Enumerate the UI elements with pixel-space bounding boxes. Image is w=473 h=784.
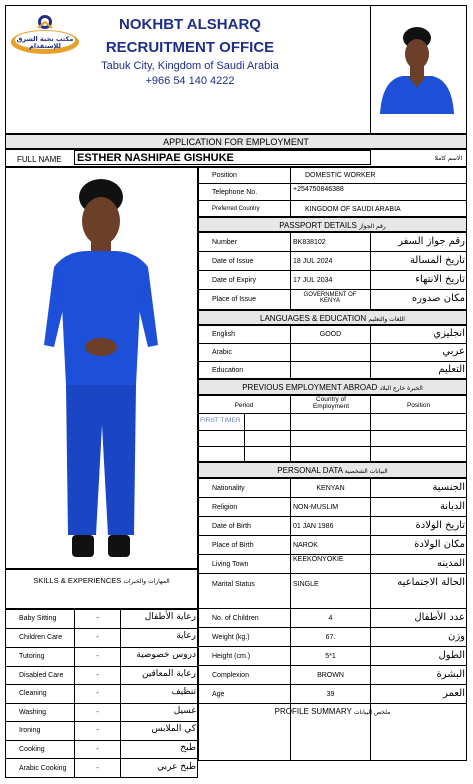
skill-value-washing: - [96,709,99,716]
skill-label-arabic-cooking: Arabic Cooking [19,765,67,772]
personal-value-age: 39 [326,691,335,698]
skill-label-children-care: Children Care [19,634,63,641]
passport-label-number: Number [212,239,237,246]
passport-title-ar: رقم الجواز [359,223,386,230]
application-title: APPLICATION FOR EMPLOYMENT [163,137,309,147]
full-name-arabic: الاسم كاملا [434,155,462,162]
prev-first-timer: FIRST TIMER [200,417,241,424]
passport-label-place: Place of Issue [212,296,256,303]
passport-ar-issue: تاريخ المسالة [409,255,465,266]
skill-label-baby-sitting: Baby Sitting [19,615,57,622]
personal-value-dob: 01 JAN 1986 [293,523,334,530]
personal-label-dob: Date of Birth [212,523,251,530]
profile-summary-title-ar: ملخص البيانات [353,709,391,716]
personal-ar-religion: الديانة [439,501,465,512]
skill-value-arabic-cooking: - [96,765,99,772]
previous-title-ar: الخبرة خارج البلاد [379,385,423,392]
skills-title-en: SKILLS & EXPERIENCES [33,576,122,585]
skill-label-cleaning: Cleaning [19,690,47,697]
personal-ar-nationality: الجنسية [432,482,465,493]
info-label-telephone: Telephone No. [212,189,258,196]
passport-label-expiry: Date of Expiry [212,277,256,284]
company-subtitle: RECRUITMENT OFFICE [105,39,275,56]
previous-title-en: PREVIOUS EMPLOYMENT ABROAD [242,383,378,392]
skill-value-tutoring: - [96,653,99,660]
prev-col-position: Position [406,402,431,409]
info-value-position: DOMESTIC WORKER [305,172,376,179]
passport-value-number: BK838102 [293,239,326,246]
personal-label-weight: Weight (kg.) [212,634,250,641]
profile-summary-title [198,707,467,716]
info-value-telephone: +254750846388 [293,186,344,193]
passport-value-issue: 18 JUL 2024 [293,258,333,265]
personal-ar-children: عدد الأطفال [414,612,465,623]
personal-value-religion: NON-MUSLIM [293,504,339,511]
lang-ar-arabic: عربي [442,346,465,357]
passport-label-issue: Date of Issue [212,258,254,265]
personal-ar-weight: وزن [447,631,465,642]
lang-label-arabic: Arabic [212,349,232,356]
personal-label-nationality: Nationality [212,485,245,492]
languages-title-ar: اللغات والتعليم [368,316,405,323]
personal-ar-height: الطول [438,650,465,661]
skill-value-children-care: - [96,634,99,641]
logo-arabic-text: مكتب نخبة الشرق للإستقدام [16,35,74,51]
personal-ar-complexion: البشرة [436,669,465,680]
lang-label-english: English [212,331,235,338]
passport-ar-number: رقم جواز السفر [398,236,465,247]
personal-label-age: Age [212,691,225,698]
personal-value-weight: 67. [325,634,336,641]
passport-ar-place: مكان صدوره [411,293,465,304]
info-label-position: Position [212,172,237,179]
applicant-headshot [376,18,458,114]
personal-ar-marital: الحالة الاجتماعيه [397,577,465,588]
personal-ar-dob: تاريخ الولادة [415,520,465,531]
skill-label-tutoring: Tutoring [19,653,45,660]
personal-label-town: Living Town [212,561,249,568]
skill-value-cooking: - [96,746,99,753]
languages-title [198,314,467,323]
applicant-full-body-photo [36,175,166,570]
passport-title [198,221,467,230]
skill-ar-ironing: كي الملابس [151,724,196,734]
passport-title-en: PASSPORT DETAILS [279,221,357,230]
personal-value-complexion: BROWN [317,672,344,679]
info-value-country: KINGDOM OF SAUDI ARABIA [305,206,401,213]
personal-ar-age: العمر [443,688,465,699]
previous-title [198,383,467,392]
lang-ar-english: انجليزي [433,328,465,339]
personal-value-pob: NAROK [293,542,318,549]
skills-title-ar: المهارات والخبرات [123,578,170,585]
lang-value-english: GOOD [319,331,342,338]
profile-summary-title-en: PROFILE SUMMARY [274,707,352,716]
skill-value-cleaning: - [96,690,99,697]
full-name-label: FULL NAME [17,155,62,164]
personal-label-children: No. of Children [212,615,259,622]
skills-header [5,569,198,609]
personal-ar-pob: مكان الولادة [414,539,465,550]
personal-value-marital: SINGLE [293,581,319,588]
personal-label-marital: Marital Status [212,581,255,588]
skill-label-disabled-care: Disabled Care [19,672,64,679]
lang-label-education: Education [212,367,244,374]
personal-label-height: Height (cm.) [212,653,251,660]
skill-label-ironing: Ironing [19,727,41,734]
info-label-country: Preferred Country [212,206,260,212]
personal-value-nationality: KENYAN [316,485,345,492]
prev-col-period: Period [234,402,254,409]
personal-value-children: 4 [328,615,333,622]
skill-ar-tutoring: دروس خصوصية [136,650,196,660]
personal-value-height: 5*1 [325,653,336,660]
personal-label-religion: Religion [212,504,238,511]
full-name-value: ESTHER NASHIPAE GISHUKE [77,152,234,164]
skills-title [5,576,198,585]
languages-title-en: LANGUAGES & EDUCATION [260,314,367,323]
company-name: NOKHBT ALSHARQ [119,16,261,33]
skill-ar-baby-sitting: رعاية الأطفال [144,612,196,622]
company-address: Tabuk City, Kingdom of Saudi Arabia [101,60,279,72]
passport-value-expiry: 17 JUL 2034 [293,277,333,284]
skill-ar-cleaning: تنظيف [171,687,196,697]
prev-col-country: Country of Employment [312,396,350,410]
skill-ar-children-care: رعاية [176,631,196,641]
skill-value-disabled-care: - [96,672,99,679]
personal-title-ar: البيانات الشخصية [344,468,388,475]
company-phone: +966 54 140 4222 [145,75,235,87]
skill-ar-washing: غسيل [173,706,196,716]
company-logo [8,12,82,58]
skill-ar-disabled-care: رعاية المعاقين [141,669,196,679]
passport-ar-expiry: تاريخ الانتهاء [415,274,465,285]
personal-label-complexion: Complexion [212,672,249,679]
skill-value-baby-sitting: - [96,615,99,622]
skill-value-ironing: - [96,727,99,734]
personal-title-en: PERSONAL DATA [277,466,343,475]
skill-ar-arabic-cooking: طبخ عربي [157,762,196,772]
personal-value-town: KEEKONYOKIE [293,556,344,563]
passport-value-place: GOVERNMENT OF KENYA [303,292,357,305]
lang-ar-education: التعليم [438,364,465,375]
personal-label-pob: Place of Birth [212,542,254,549]
skill-ar-cooking: طبخ [180,743,196,753]
personal-title [198,466,467,475]
personal-ar-town: المدينه [436,558,465,569]
skill-label-cooking: Cooking [19,746,45,753]
skill-label-washing: Washing [19,709,46,716]
